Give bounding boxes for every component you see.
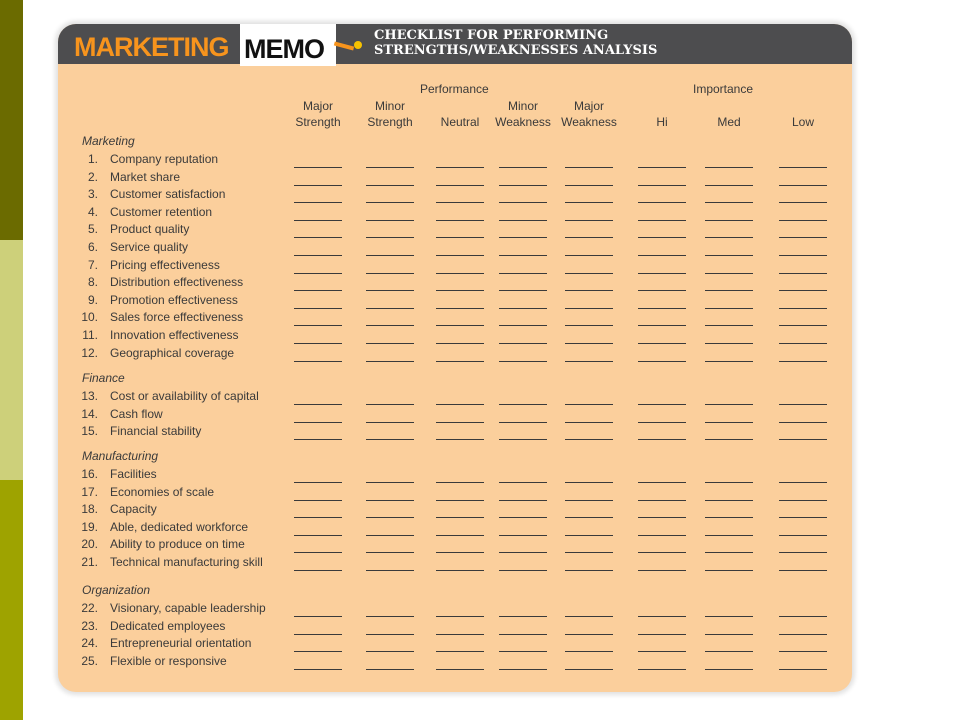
row-label: Sales force effectiveness — [110, 310, 244, 325]
blank-neutral[interactable] — [436, 361, 484, 362]
row-label: Facilities — [110, 467, 157, 481]
blank-major-weakness[interactable] — [565, 343, 613, 344]
blank-minor-strength[interactable] — [366, 325, 414, 326]
blank-minor-strength[interactable] — [366, 308, 414, 309]
blank-minor-weakness[interactable] — [499, 439, 547, 440]
memo-title-line2: STRENGTHS/WEAKNESSES ANALYSIS — [374, 43, 658, 58]
row-number: 4. — [87, 204, 98, 219]
memo-title-line1: CHECKLIST FOR PERFORMING — [374, 28, 609, 43]
performance-group-label: Performance — [420, 82, 489, 96]
blank-minor-strength[interactable] — [366, 361, 414, 362]
blank-major-strength[interactable] — [294, 517, 342, 518]
row-number: 10. — [81, 310, 98, 325]
blank-minor-weakness[interactable] — [499, 202, 547, 203]
blank-importance-med[interactable] — [705, 570, 753, 571]
row-number: 15. — [81, 424, 98, 439]
row-label: Economies of scale — [110, 484, 215, 499]
column-header-line1: Minor — [374, 99, 405, 113]
blank-major-weakness[interactable] — [565, 167, 613, 168]
memo-title — [374, 28, 834, 58]
blank-major-strength[interactable] — [294, 570, 342, 571]
column-header-line2: Strength — [295, 115, 341, 129]
blank-importance-low[interactable] — [779, 517, 827, 518]
blank-minor-strength[interactable] — [366, 167, 414, 168]
blank-minor-weakness[interactable] — [499, 290, 547, 291]
row-number: 2. — [87, 169, 98, 184]
blank-minor-weakness[interactable] — [499, 634, 547, 635]
row-number: 7. — [87, 257, 98, 272]
blank-minor-strength[interactable] — [366, 616, 414, 617]
blank-importance-med[interactable] — [705, 517, 753, 518]
blank-major-weakness[interactable] — [565, 325, 613, 326]
blank-minor-weakness[interactable] — [499, 552, 547, 553]
blank-importance-med[interactable] — [705, 185, 753, 186]
blank-importance-low[interactable] — [779, 343, 827, 344]
blank-neutral[interactable] — [436, 535, 484, 536]
row-number: 12. — [81, 345, 98, 360]
row-number: 18. — [81, 502, 98, 517]
blank-importance-med[interactable] — [705, 273, 753, 274]
blank-minor-strength[interactable] — [366, 651, 414, 652]
blank-importance-hi[interactable] — [638, 361, 686, 362]
blank-importance-hi[interactable] — [638, 669, 686, 670]
blank-importance-med[interactable] — [705, 343, 753, 344]
row-label: Geographical coverage — [110, 345, 235, 360]
marketing-memo-logo — [74, 30, 229, 64]
row-label: Technical manufacturing skill — [110, 555, 263, 569]
blank-minor-weakness[interactable] — [499, 422, 547, 423]
row-number: 20. — [81, 537, 98, 552]
blank-major-strength[interactable] — [294, 552, 342, 553]
blank-importance-low[interactable] — [779, 500, 827, 501]
row-number: 11. — [82, 328, 98, 342]
blank-importance-low[interactable] — [779, 220, 827, 221]
column-header-line1 — [768, 98, 838, 114]
blank-major-weakness[interactable] — [565, 535, 613, 536]
row-number: 16. — [81, 467, 98, 481]
blank-major-strength[interactable] — [294, 308, 342, 309]
blank-importance-hi[interactable] — [638, 308, 686, 309]
blank-minor-weakness[interactable] — [499, 325, 547, 326]
blank-major-strength[interactable] — [294, 343, 342, 344]
row-label: Distribution effectiveness — [110, 275, 244, 290]
blank-minor-strength[interactable] — [366, 500, 414, 501]
pencil-dot-icon — [354, 41, 362, 49]
blank-minor-strength[interactable] — [366, 290, 414, 291]
blank-importance-low[interactable] — [779, 634, 827, 635]
section-label-organization: Organization — [82, 583, 151, 597]
column-header-neutral — [425, 98, 495, 130]
blank-importance-hi[interactable] — [638, 237, 686, 238]
blank-neutral[interactable] — [436, 202, 484, 203]
row-number: 19. — [81, 519, 98, 534]
blank-minor-strength[interactable] — [366, 552, 414, 553]
blank-importance-low[interactable] — [779, 237, 827, 238]
row-number: 24. — [81, 636, 98, 651]
blank-minor-strength[interactable] — [366, 273, 414, 274]
blank-minor-weakness[interactable] — [499, 570, 547, 571]
row-label: Pricing effectiveness — [110, 257, 220, 272]
memo-notepad — [240, 24, 336, 66]
blank-major-weakness[interactable] — [565, 422, 613, 423]
blank-minor-weakness[interactable] — [499, 651, 547, 652]
blank-major-weakness[interactable] — [565, 202, 613, 203]
blank-importance-med[interactable] — [705, 482, 753, 483]
blank-major-strength[interactable] — [294, 325, 342, 326]
blank-importance-hi[interactable] — [638, 616, 686, 617]
row-label: Service quality — [110, 240, 189, 254]
blank-neutral[interactable] — [436, 167, 484, 168]
row-label: Promotion effectiveness — [110, 292, 238, 307]
row-number: 5. — [87, 222, 98, 237]
column-header-importance-hi — [627, 98, 697, 130]
blank-importance-hi[interactable] — [638, 439, 686, 440]
blank-importance-hi[interactable] — [638, 273, 686, 274]
blank-importance-med[interactable] — [705, 202, 753, 203]
blank-importance-low[interactable] — [779, 616, 827, 617]
section-label-finance: Finance — [82, 371, 125, 385]
row-label: Market share — [110, 169, 181, 184]
blank-importance-hi[interactable] — [638, 482, 686, 483]
blank-major-strength[interactable] — [294, 220, 342, 221]
blank-minor-strength[interactable] — [366, 255, 414, 256]
row-number: 22. — [81, 601, 98, 615]
blank-importance-hi[interactable] — [638, 255, 686, 256]
blank-importance-hi[interactable] — [638, 185, 686, 186]
row-number: 23. — [81, 618, 98, 633]
column-header-line1: Major — [302, 99, 333, 113]
row-label: Visionary, capable leadership — [110, 601, 266, 615]
blank-minor-strength[interactable] — [366, 669, 414, 670]
blank-importance-low[interactable] — [779, 535, 827, 536]
blank-neutral[interactable] — [436, 616, 484, 617]
marketing-memo-card — [58, 24, 852, 692]
blank-major-strength[interactable] — [294, 422, 342, 423]
blank-major-weakness[interactable] — [565, 273, 613, 274]
blank-major-weakness[interactable] — [565, 482, 613, 483]
blank-importance-hi[interactable] — [638, 500, 686, 501]
row-label: Innovation effectiveness — [110, 328, 239, 342]
blank-importance-hi[interactable] — [638, 422, 686, 423]
blank-neutral[interactable] — [436, 422, 484, 423]
row-label: Ability to produce on time — [110, 537, 245, 552]
row-number: 13. — [81, 389, 98, 403]
column-header-importance-med — [694, 98, 764, 130]
left-stripe-bottom — [0, 480, 23, 720]
blank-neutral[interactable] — [436, 255, 484, 256]
blank-minor-weakness[interactable] — [499, 273, 547, 274]
row-number: 14. — [81, 406, 98, 421]
section-label-marketing: Marketing — [82, 134, 135, 148]
blank-neutral[interactable] — [436, 552, 484, 553]
blank-major-strength[interactable] — [294, 237, 342, 238]
blank-neutral[interactable] — [436, 325, 484, 326]
blank-minor-strength[interactable] — [366, 439, 414, 440]
blank-neutral[interactable] — [436, 439, 484, 440]
row-label: Capacity — [110, 502, 157, 517]
blank-major-strength[interactable] — [294, 185, 342, 186]
column-header-line1: Minor — [507, 99, 538, 113]
column-header-major-strength — [283, 98, 353, 130]
blank-major-strength[interactable] — [294, 167, 342, 168]
blank-minor-weakness[interactable] — [499, 308, 547, 309]
blank-importance-low[interactable] — [779, 308, 827, 309]
row-number: 21. — [81, 555, 98, 569]
blank-major-weakness[interactable] — [565, 552, 613, 553]
blank-major-weakness[interactable] — [565, 308, 613, 309]
row-number: 8. — [87, 275, 98, 290]
row-label: Cost or availability of capital — [110, 389, 259, 403]
blank-importance-low[interactable] — [779, 482, 827, 483]
column-header-importance-low — [768, 98, 838, 130]
logo-memo-text: MEMO — [244, 34, 324, 64]
blank-neutral[interactable] — [436, 290, 484, 291]
blank-minor-weakness[interactable] — [499, 167, 547, 168]
blank-major-strength[interactable] — [294, 202, 342, 203]
blank-importance-med[interactable] — [705, 290, 753, 291]
blank-minor-weakness[interactable] — [499, 616, 547, 617]
blank-minor-weakness[interactable] — [499, 404, 547, 405]
blank-importance-med[interactable] — [705, 220, 753, 221]
blank-importance-med[interactable] — [705, 439, 753, 440]
blank-importance-hi[interactable] — [638, 202, 686, 203]
importance-group-label: Importance — [693, 82, 754, 96]
blank-importance-hi[interactable] — [638, 343, 686, 344]
blank-minor-strength[interactable] — [366, 535, 414, 536]
blank-importance-hi[interactable] — [638, 570, 686, 571]
row-number: 25. — [81, 653, 98, 668]
blank-minor-strength[interactable] — [366, 404, 414, 405]
blank-importance-med[interactable] — [705, 308, 753, 309]
blank-major-strength[interactable] — [294, 361, 342, 362]
section-label-manufacturing: Manufacturing — [82, 449, 159, 463]
column-header-minor-strength — [355, 98, 425, 130]
blank-importance-med[interactable] — [705, 500, 753, 501]
row-number: 9. — [87, 292, 98, 307]
blank-importance-med[interactable] — [705, 651, 753, 652]
blank-major-weakness[interactable] — [565, 570, 613, 571]
blank-importance-med[interactable] — [705, 552, 753, 553]
blank-minor-weakness[interactable] — [499, 669, 547, 670]
blank-neutral[interactable] — [436, 651, 484, 652]
blank-major-weakness[interactable] — [565, 616, 613, 617]
blank-major-weakness[interactable] — [565, 651, 613, 652]
blank-neutral[interactable] — [436, 343, 484, 344]
blank-importance-hi[interactable] — [638, 552, 686, 553]
row-label: Financial stability — [110, 424, 202, 439]
column-header-line2: Med — [717, 115, 741, 129]
blank-importance-med[interactable] — [705, 535, 753, 536]
blank-major-strength[interactable] — [294, 273, 342, 274]
blank-neutral[interactable] — [436, 237, 484, 238]
column-header-line2: Neutral — [440, 115, 480, 129]
blank-minor-strength[interactable] — [366, 570, 414, 571]
blank-importance-med[interactable] — [705, 237, 753, 238]
row-label: Customer retention — [110, 204, 213, 219]
blank-importance-low[interactable] — [779, 255, 827, 256]
blank-major-strength[interactable] — [294, 616, 342, 617]
blank-major-strength[interactable] — [294, 404, 342, 405]
blank-importance-hi[interactable] — [638, 634, 686, 635]
row-label: Dedicated employees — [110, 618, 226, 633]
column-header-line2: Weakness — [495, 115, 551, 129]
logo-marketing-text: MARKETING — [74, 32, 229, 62]
blank-importance-low[interactable] — [779, 290, 827, 291]
blank-minor-strength[interactable] — [366, 220, 414, 221]
row-label: Company reputation — [110, 152, 219, 166]
row-label: Product quality — [110, 222, 190, 237]
blank-importance-hi[interactable] — [638, 325, 686, 326]
blank-neutral[interactable] — [436, 634, 484, 635]
blank-neutral[interactable] — [436, 308, 484, 309]
column-header-line1 — [627, 98, 697, 114]
row-label: Cash flow — [110, 406, 163, 421]
blank-importance-med[interactable] — [705, 634, 753, 635]
blank-minor-weakness[interactable] — [499, 343, 547, 344]
blank-minor-weakness[interactable] — [499, 220, 547, 221]
blank-major-strength[interactable] — [294, 439, 342, 440]
blank-importance-med[interactable] — [705, 255, 753, 256]
blank-neutral[interactable] — [436, 185, 484, 186]
blank-neutral[interactable] — [436, 669, 484, 670]
blank-importance-med[interactable] — [705, 167, 753, 168]
blank-importance-med[interactable] — [705, 669, 753, 670]
blank-major-weakness[interactable] — [565, 361, 613, 362]
blank-importance-low[interactable] — [779, 404, 827, 405]
blank-minor-weakness[interactable] — [499, 255, 547, 256]
blank-importance-low[interactable] — [779, 651, 827, 652]
blank-neutral[interactable] — [436, 220, 484, 221]
left-stripe-middle — [0, 240, 23, 480]
blank-major-strength[interactable] — [294, 535, 342, 536]
column-header-line2: Hi — [656, 115, 668, 129]
blank-importance-low[interactable] — [779, 202, 827, 203]
blank-major-strength[interactable] — [294, 634, 342, 635]
blank-importance-low[interactable] — [779, 439, 827, 440]
column-header-line1 — [694, 98, 764, 114]
blank-importance-hi[interactable] — [638, 290, 686, 291]
blank-minor-strength[interactable] — [366, 422, 414, 423]
blank-importance-med[interactable] — [705, 325, 753, 326]
blank-major-strength[interactable] — [294, 255, 342, 256]
blank-minor-weakness[interactable] — [499, 500, 547, 501]
column-header-line2: Strength — [367, 115, 413, 129]
blank-major-strength[interactable] — [294, 669, 342, 670]
blank-importance-hi[interactable] — [638, 167, 686, 168]
blank-importance-low[interactable] — [779, 273, 827, 274]
row-number: 3. — [87, 187, 98, 202]
blank-minor-strength[interactable] — [366, 482, 414, 483]
left-stripe-top — [0, 0, 23, 240]
row-label: Customer satisfaction — [110, 187, 226, 202]
blank-importance-hi[interactable] — [638, 404, 686, 405]
blank-major-weakness[interactable] — [565, 634, 613, 635]
blank-minor-weakness[interactable] — [499, 237, 547, 238]
blank-major-weakness[interactable] — [565, 220, 613, 221]
blank-major-weakness[interactable] — [565, 439, 613, 440]
blank-importance-hi[interactable] — [638, 651, 686, 652]
blank-minor-weakness[interactable] — [499, 482, 547, 483]
blank-importance-low[interactable] — [779, 185, 827, 186]
row-number: 1. — [87, 152, 98, 166]
blank-minor-weakness[interactable] — [499, 517, 547, 518]
row-label: Able, dedicated workforce — [110, 519, 249, 534]
blank-major-weakness[interactable] — [565, 290, 613, 291]
blank-major-strength[interactable] — [294, 651, 342, 652]
blank-minor-strength[interactable] — [366, 343, 414, 344]
blank-importance-med[interactable] — [705, 361, 753, 362]
blank-minor-strength[interactable] — [366, 185, 414, 186]
blank-major-strength[interactable] — [294, 500, 342, 501]
blank-importance-hi[interactable] — [638, 220, 686, 221]
blank-major-strength[interactable] — [294, 482, 342, 483]
blank-major-weakness[interactable] — [565, 404, 613, 405]
blank-major-weakness[interactable] — [565, 500, 613, 501]
blank-major-weakness[interactable] — [565, 237, 613, 238]
row-number: 17. — [81, 484, 98, 499]
column-header-minor-weakness — [488, 98, 558, 130]
blank-minor-strength[interactable] — [366, 517, 414, 518]
blank-neutral[interactable] — [436, 273, 484, 274]
blank-minor-weakness[interactable] — [499, 361, 547, 362]
blank-importance-low[interactable] — [779, 361, 827, 362]
column-header-line2: Low — [791, 115, 814, 129]
column-header-line2: Weakness — [561, 115, 617, 129]
blank-major-weakness[interactable] — [565, 669, 613, 670]
blank-importance-low[interactable] — [779, 552, 827, 553]
blank-importance-hi[interactable] — [638, 535, 686, 536]
column-header-major-weakness — [554, 98, 624, 130]
row-number: 6. — [87, 240, 98, 254]
blank-major-strength[interactable] — [294, 290, 342, 291]
blank-importance-med[interactable] — [705, 422, 753, 423]
blank-minor-strength[interactable] — [366, 634, 414, 635]
blank-minor-weakness[interactable] — [499, 535, 547, 536]
blank-neutral[interactable] — [436, 570, 484, 571]
blank-neutral[interactable] — [436, 500, 484, 501]
blank-neutral[interactable] — [436, 482, 484, 483]
blank-major-weakness[interactable] — [565, 517, 613, 518]
blank-minor-strength[interactable] — [366, 202, 414, 203]
blank-importance-low[interactable] — [779, 167, 827, 168]
blank-importance-low[interactable] — [779, 570, 827, 571]
blank-importance-low[interactable] — [779, 325, 827, 326]
blank-importance-med[interactable] — [705, 404, 753, 405]
blank-neutral[interactable] — [436, 517, 484, 518]
column-header-line1 — [425, 98, 495, 114]
blank-importance-low[interactable] — [779, 422, 827, 423]
blank-neutral[interactable] — [436, 404, 484, 405]
row-label: Entrepreneurial orientation — [110, 636, 252, 651]
blank-major-weakness[interactable] — [565, 185, 613, 186]
blank-importance-med[interactable] — [705, 616, 753, 617]
blank-importance-hi[interactable] — [638, 517, 686, 518]
column-header-line1: Major — [573, 99, 604, 113]
blank-major-weakness[interactable] — [565, 255, 613, 256]
row-label: Flexible or responsive — [110, 653, 227, 668]
blank-minor-weakness[interactable] — [499, 185, 547, 186]
blank-minor-strength[interactable] — [366, 237, 414, 238]
blank-importance-low[interactable] — [779, 669, 827, 670]
